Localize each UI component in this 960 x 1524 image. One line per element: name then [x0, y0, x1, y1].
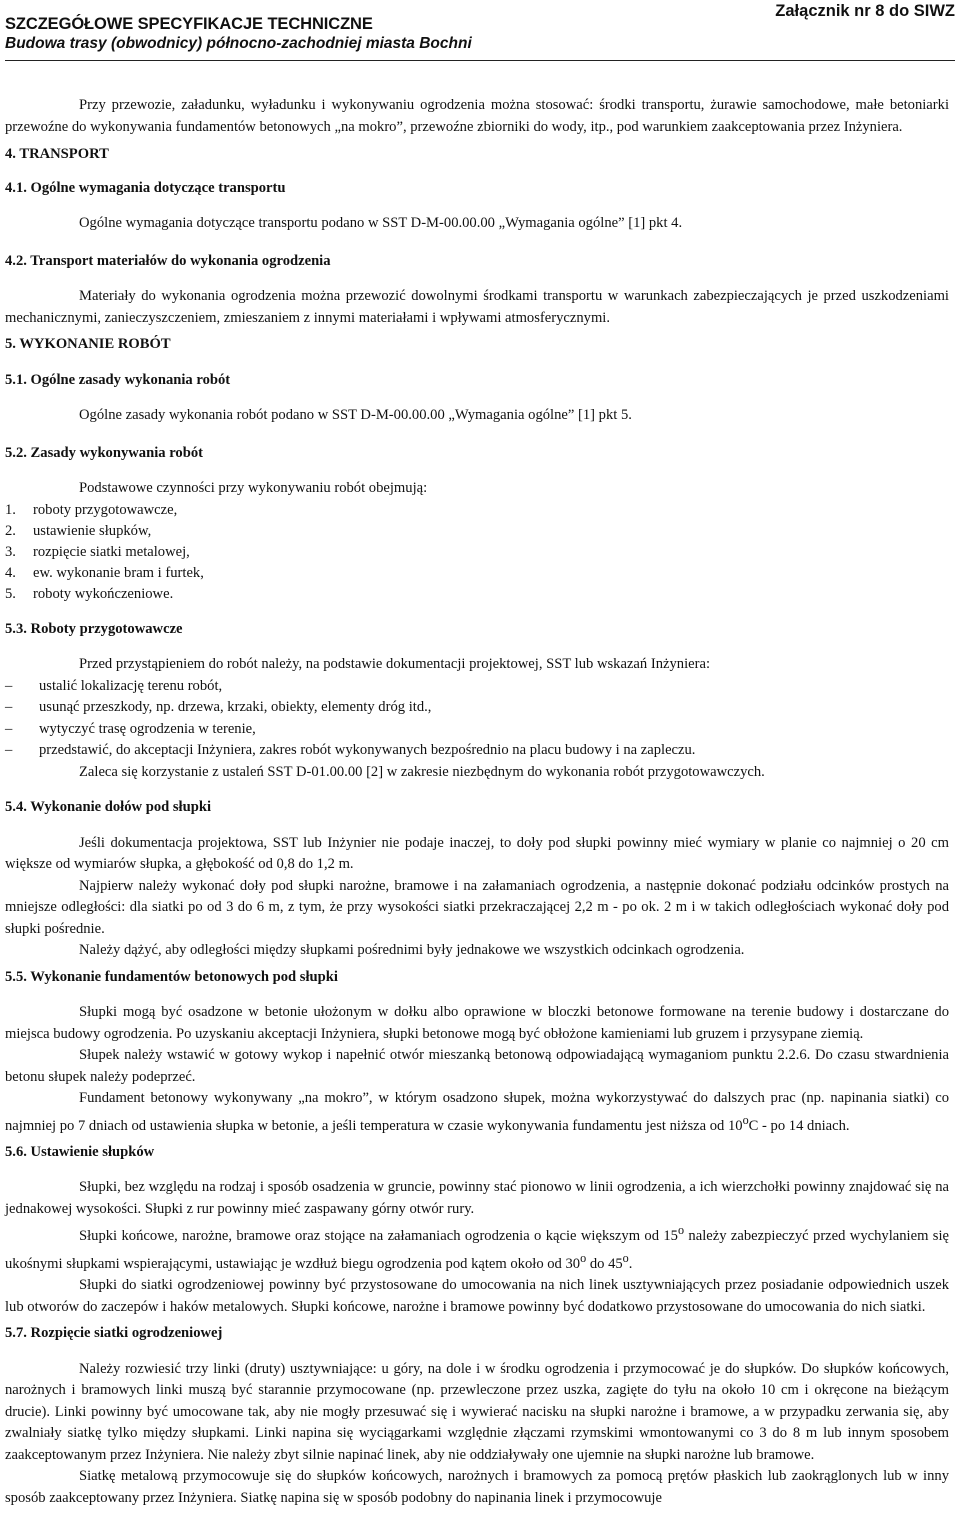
section-4-heading: 4. TRANSPORT [5, 146, 109, 162]
dash-marker: – [5, 677, 13, 694]
section-4-1-text: Ogólne wymagania dotyczące transportu podano w SST D-M-00.00.00 „Wymagania ogólne” [1] pkt 4. [79, 215, 683, 231]
section-5-6-heading: 5.6. Ustawienie słupków [5, 1143, 155, 1160]
section-5-5-paragraph-2: Słupek należy wstawić w gotowy wykop i napełnić otwór mieszanką betonową odpowiadającą wymaganiom punktu 2.2.6. Do czasu stwardnienia betonu słupek należy podeprzeć. [5, 1047, 949, 1085]
list-item [5, 719, 949, 741]
section-5-1-heading: 5.1. Ogólne zasady wykonania robót [5, 371, 231, 388]
document-body [5, 95, 949, 1509]
degree-superscript: o [622, 1250, 629, 1265]
document-title: SZCZEGÓŁOWE SPECYFIKACJE TECHNICZNE [5, 15, 373, 33]
section-5-3-heading: 5.3. Roboty przygotowawcze [5, 620, 183, 637]
list-item-number: 5. [5, 585, 16, 602]
list-item [5, 676, 949, 698]
degree-superscript: o [742, 1112, 749, 1127]
paragraph-text: należy zabezpieczyć przed wychylaniem się ukośnymi słupkami wspierającymi, ustawiając je wzdłuż biegu ogrodzenia pod kątem około od 30 [5, 1228, 949, 1272]
page-header [5, 2, 955, 61]
document-subtitle: Budowa trasy (obwodnicy) północno-zachodniej miasta Bochni [5, 35, 472, 52]
section-5-2-intro: Podstawowe czynności przy wykonywaniu robót obejmują: [79, 480, 428, 496]
list-item [5, 740, 949, 762]
list-item [5, 500, 949, 521]
list-item [5, 521, 949, 542]
section-5-5-paragraph-1: Słupki mogą być osadzone w betonie ułożonym w dołku albo oprawione w bloczki betonowe formowane na terenie budowy i dostarczane do miejsca budowy ogrodzenia. Po uzyskaniu akceptacji Inżyniera, słupki betonowe mogą być obłożone kamieniami lub gruzem i przysypane ziemią. [5, 1004, 949, 1042]
section-5-7-paragraph-1: Należy rozwiesić trzy linki (druty) usztywniające: u góry, na dole i w środku ogrodzenia i przymocować je do słupków. Do słupków końcowych, narożnych i bramowych linki muszą być starannie przymocowane (np. przewleczone przez uszka, zagięte do tyłu na około 10 cm i okręcone na bieżącym drucie). Linki powinny być umocowane tak, aby nie mogły przesuwać się i wywierać nacisku na słupki narożne i bramowe, a w przypadku zerwania się, aby zwalniały siatkę tylko między słupkami. Linki napina się wyciągarkami względnie złączami rzymskimi wmontowanymi co 3 do 8 m lub innym sposobem zaakceptowanym przez Inżyniera. Nie należy zbyt silnie napinać linek, aby nie oddziaływały one ujemnie na słupki narożne lub bramowe. [5, 1360, 949, 1463]
works-list [5, 500, 949, 605]
section-5-4-heading: 5.4. Wykonanie dołów pod słupki [5, 799, 212, 815]
dash-marker: – [5, 742, 13, 758]
attachment-label: Załącznik nr 8 do SIWZ [775, 2, 955, 20]
list-item-number: 2. [5, 522, 16, 539]
list-item-text: ew. wykonanie bram i furtek, [33, 564, 204, 581]
section-5-4-paragraph-3: Należy dążyć, aby odległości między słupkami pośrednimi były jednakowe we wszystkich odcinkach ogrodzenia. [79, 942, 745, 958]
section-4-2-text: Materiały do wykonania ogrodzenia można przewozić dowolnymi środkami transportu w warunkach zabezpieczających je przed uszkodzeniami mechanicznymi, zanieczyszczeniem, zmieszaniem z innymi materiałami i wpływami atmosferycznymi. [5, 288, 949, 326]
section-5-4-paragraph-2: Najpierw należy wykonać doły pod słupki narożne, bramowe i na załamaniach ogrodzenia, a następnie dokonać podziału odcinków prostych na mniejsze odległości: dla siatki po od 3 do 6 m, z tym, że przy wysokości siatki przekraczającej 2,2 m - po ok. 2 m i w takich odległościach wykonać doły pod słupki pośrednie. [5, 877, 949, 937]
section-4-2-heading: 4.2. Transport materiałów do wykonania ogrodzenia [5, 252, 331, 269]
list-item-text: wytyczyć trasę ogrodzenia w terenie, [39, 720, 256, 737]
paragraph-text: Fundament betonowy wykonywany „na mokro”, w którym osadzono słupek, można wykorzystywać do dalszych prac (np. napinania siatki) co najmniej po 7 dniach od ustawienia słupka w betonie, a jeśli temperatura w czasie wykonywania fundamentu jest niższa od 10 [5, 1090, 949, 1134]
list-item-text: roboty przygotowawcze, [33, 501, 178, 518]
list-item-text: ustalić lokalizację terenu robót, [39, 677, 223, 694]
dash-marker: – [5, 699, 13, 715]
list-item [5, 697, 949, 719]
list-item [5, 542, 949, 563]
section-5-5-heading: 5.5. Wykonanie fundamentów betonowych pod słupki [5, 968, 338, 985]
list-item-text: przedstawić, do akceptacji Inżyniera, zakres robót wykonywanych bezpośrednio na placu budowy i na zapleczu. [39, 742, 696, 758]
section-4-1-heading: 4.1. Ogólne wymagania dotyczące transportu [5, 179, 286, 196]
list-item-number: 3. [5, 543, 16, 560]
section-5-6-paragraph-3: Słupki do siatki ogrodzeniowej powinny być przystosowane do umocowania na nich linek usztywniających przez posiadanie odpowiednich uszek lub otworów do zaczepów i haków metalowych. Słupki końcowe, narożne i bramowe powinny być dodatkowo przystosowane do umocowania do nich siatki. [5, 1277, 949, 1315]
section-5-6-paragraph-1: Słupki, bez względu na rodzaj i sposób osadzenia w gruncie, powinny stać pionowo w linii ogrodzenia, a ich wierzchołki powinny znajdować się na jednakowej wysokości. Słupki z rur powinny mieć zaspawany górny otwór rury. [5, 1179, 949, 1217]
section-5-3-note: Zaleca się korzystanie z ustaleń SST D-01.00.00 [2] w zakresie niezbędnym do wykonania robót przygotowawczych. [79, 763, 765, 780]
paragraph-text: . [628, 1255, 633, 1272]
dash-marker: – [5, 720, 13, 737]
section-5-3-intro: Przed przystąpieniem do robót należy, na podstawie dokumentacji projektowej, SST lub wskazań Inżyniera: [79, 656, 711, 672]
list-item-text: usunąć przeszkody, np. drzewa, krzaki, obiekty, elementy dróg itd., [39, 699, 432, 715]
list-item-text: rozpięcie siatki metalowej, [33, 543, 190, 560]
list-item-text: roboty wykończeniowe. [33, 585, 174, 602]
degree-superscript: o [677, 1223, 685, 1238]
degree-superscript: o [580, 1250, 587, 1265]
section-5-7-heading: 5.7. Rozpięcie siatki ogrodzeniowej [5, 1325, 223, 1342]
intro-paragraph: Przy przewozie, załadunku, wyładunku i wykonywaniu ogrodzenia można stosować: środki transportu, żurawie samochodowe, małe betoniarki przewoźne do wykonywania fundamentów betonowych „na mokro”, przewoźne zbiorniki do wody, itp., pod warunkiem zaakceptowania przez Inżyniera. [5, 97, 949, 135]
paragraph-text: C - po 14 dniach. [748, 1117, 850, 1134]
section-5-1-text: Ogólne zasady wykonania robót podano w SST D-M-00.00.00 „Wymagania ogólne” [1] pkt 5. [79, 407, 632, 423]
section-5-4-paragraph-1: Jeśli dokumentacja projektowa, SST lub Inżynier nie podaje inaczej, to doły pod słupki powinny mieć wymiary w planie co najmniej o 20 cm większe od wymiarów słupka, a głębokość od 0,8 do 1,2 m. [5, 834, 949, 872]
list-item-text: ustawienie słupków, [33, 522, 152, 539]
paragraph-text: do 45 [586, 1255, 623, 1272]
section-5-6-paragraph-2 [5, 1220, 949, 1275]
list-item [5, 584, 949, 605]
list-item-number: 1. [5, 501, 16, 518]
preparation-list [5, 676, 949, 762]
list-item [5, 563, 949, 584]
section-5-5-paragraph-3 [5, 1088, 949, 1137]
section-5-2-heading: 5.2. Zasady wykonywania robót [5, 444, 204, 461]
section-5-7-paragraph-2: Siatkę metalową przymocowuje się do słupków końcowych, narożnych i bramowych za pomocą prętów płaskich lub zaokrąglonych lub w inny sposób zaakceptowany przez Inżyniera. Siatkę napina się w sposób podobny do napinania linek i przymocowuje [5, 1468, 949, 1506]
section-5-heading: 5. WYKONANIE ROBÓT [5, 336, 171, 352]
list-item-number: 4. [5, 564, 16, 581]
paragraph-text: Słupki końcowe, narożne, bramowe oraz stojące na załamaniach ogrodzenia o kącie większym od 15 [79, 1228, 678, 1245]
